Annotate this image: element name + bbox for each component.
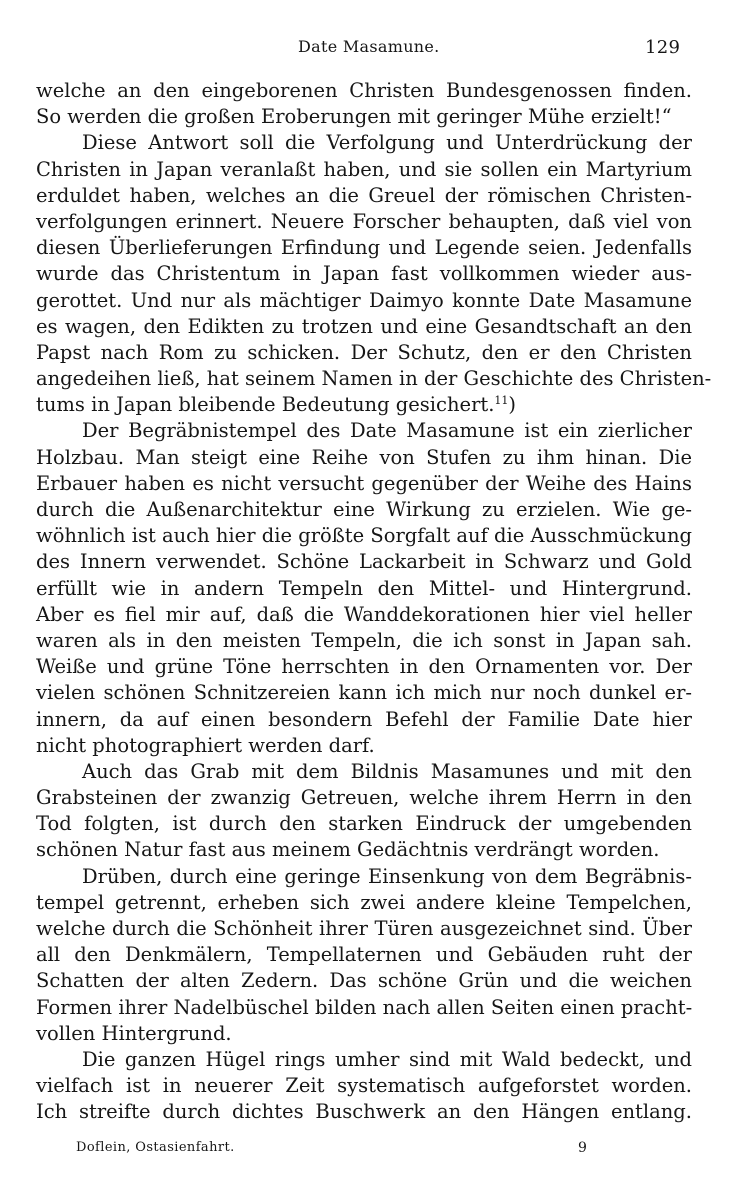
text-line-content: diesen Überlieferungen Erfindung und Legende seien. Jedenfalls — [36, 236, 692, 260]
text-line-content: erduldet haben, welches an die Greuel der römischen Christen- — [36, 183, 692, 207]
body-text — [36, 78, 712, 1126]
text-line-content: innern, da auf einen besondern Befehl der Familie Date hier — [36, 707, 692, 731]
text-line — [36, 1021, 692, 1047]
text-line — [36, 576, 692, 602]
text-line-content: verfolgungen erinnert. Neuere Forscher behaupten, daß viel von — [36, 209, 692, 233]
text-line — [36, 471, 692, 497]
sheet-number: 9 — [578, 1140, 587, 1156]
text-line-content: durch die Außenarchitektur eine Wirkung zu erzielen. Wie ge- — [36, 498, 692, 521]
text-line — [36, 1073, 692, 1099]
text-line — [36, 864, 692, 890]
footnote-paren: ) — [508, 393, 517, 417]
text-line — [36, 209, 692, 235]
text-line — [36, 78, 692, 104]
page-number: 129 — [645, 37, 681, 58]
text-line — [36, 837, 692, 863]
text-line — [36, 916, 692, 942]
text-line-content: Formen ihrer Nadelbüschel bilden nach allen Seiten einen pracht- — [36, 995, 693, 1019]
text-line — [36, 1047, 692, 1073]
text-line-content: Diese Antwort soll die Verfolgung und Unterdrückung der — [82, 131, 692, 155]
text-line — [36, 418, 692, 444]
text-line — [36, 811, 692, 837]
text-line — [36, 314, 692, 340]
page-footer — [0, 1140, 729, 1160]
text-line-content: vollen Hintergrund. — [36, 1021, 232, 1045]
text-line-content: Ich streifte durch dichtes Buschwerk an den Hängen entlang. — [36, 1100, 692, 1124]
text-line — [36, 707, 692, 733]
text-line-content: welche durch die Schönheit ihrer Türen ausgezeichnet sind. Über — [36, 917, 692, 940]
text-line — [36, 392, 692, 418]
text-line-content: Christen in Japan veranlaßt haben, und sie sollen ein Martyrium — [36, 157, 692, 181]
footnote-ref: 11 — [494, 394, 509, 408]
text-line-content: tums in Japan bleibende Bedeutung gesichert. — [36, 393, 495, 417]
text-line — [36, 288, 692, 314]
text-line-content: Tod folgten, ist durch den starken Eindruck der umgebenden — [36, 812, 692, 836]
text-line-content: wöhnlich ist auch hier die größte Sorgfalt auf die Ausschmückung — [36, 524, 692, 548]
text-line — [36, 366, 712, 392]
running-head — [0, 37, 729, 61]
text-line-content: welche an den eingeborenen Christen Bundesgenossen finden. — [36, 79, 692, 102]
text-line — [36, 654, 692, 680]
text-line — [36, 130, 692, 156]
text-line-content: des Innern verwendet. Schöne Lackarbeit in Schwarz und Gold — [36, 550, 692, 574]
text-line-content: tempel getrennt, erheben sich zwei andere kleine Tempelchen, — [36, 890, 692, 914]
text-line-content: angedeihen ließ, hat seinem Namen in der Geschichte des Christen- — [36, 367, 712, 391]
signature-line: Doflein, Ostasienfahrt. — [76, 1140, 235, 1155]
text-line-content: Schatten der alten Zedern. Das schöne Grün und die weichen — [36, 969, 692, 993]
text-line-content: schönen Natur fast aus meinem Gedächtnis verdrängt worden. — [36, 838, 660, 862]
text-line — [36, 785, 692, 811]
text-line — [36, 183, 692, 209]
text-line-content: Aber es fiel mir auf, daß die Wanddekorationen hier viel heller — [36, 602, 692, 626]
text-line — [36, 261, 692, 287]
text-line-content: nicht photographiert werden darf. — [36, 733, 375, 757]
text-line-content: Die ganzen Hügel rings umher sind mit Wald bedeckt, und — [82, 1047, 692, 1071]
text-line-content: es wagen, den Edikten zu trotzen und eine Gesandtschaft an den — [36, 314, 692, 338]
text-line-content: Grabsteinen der zwanzig Getreuen, welche ihrem Herrn in den — [36, 786, 692, 810]
text-line-content: Auch das Grab mit dem Bildnis Masamunes und mit den — [82, 759, 692, 783]
text-line-content: Der Begräbnistempel des Date Masamune ist ein zierlicher — [82, 419, 692, 443]
text-line-content: vielen schönen Schnitzereien kann ich mich nur noch dunkel er- — [36, 681, 692, 705]
text-line — [36, 602, 692, 628]
text-line — [36, 680, 692, 706]
text-line-content: Erbauer haben es nicht versucht gegenüber der Weihe des Hains — [36, 471, 692, 495]
text-line-content: vielfach ist in neuerer Zeit systematisch aufgeforstet worden. — [36, 1074, 692, 1098]
text-line — [36, 628, 692, 654]
text-line-content: Papst nach Rom zu schicken. Der Schutz, den er den Christen — [36, 340, 692, 364]
text-line — [36, 340, 692, 366]
text-line-content: wurde das Christentum in Japan fast vollkommen wieder aus- — [36, 262, 692, 286]
text-line — [36, 523, 692, 549]
text-line-content: gerottet. Und nur als mächtiger Daimyo konnte Date Masamune — [36, 288, 692, 312]
text-line-content: So werden die großen Eroberungen mit geringer Mühe erzielt!“ — [36, 105, 672, 129]
text-line — [36, 733, 692, 759]
running-title: Date Masamune. — [298, 37, 440, 56]
text-line-content: Weiße und grüne Töne herrschten in den Ornamenten vor. Der — [36, 655, 692, 679]
text-line — [36, 445, 692, 471]
text-line-content: Drüben, durch eine geringe Einsenkung von dem Begräbnis- — [82, 864, 692, 888]
text-line — [36, 497, 692, 523]
text-line — [36, 235, 692, 261]
text-line-content: Holzbau. Man steigt eine Reihe von Stufen zu ihm hinan. Die — [36, 445, 692, 469]
text-line — [36, 549, 692, 575]
text-line-content: waren als in den meisten Tempeln, die ich sonst in Japan sah. — [36, 628, 692, 652]
text-line — [36, 157, 692, 183]
text-line — [36, 942, 692, 968]
text-line — [36, 890, 692, 916]
text-line-content: erfüllt wie in andern Tempeln den Mittel- und Hintergrund. — [36, 576, 692, 600]
text-line-content: all den Denkmälern, Tempellaternen und Gebäuden ruht der — [36, 943, 692, 967]
text-line — [36, 759, 692, 785]
text-line — [36, 104, 692, 130]
text-line — [36, 1099, 692, 1125]
text-line — [36, 995, 692, 1021]
text-line — [36, 968, 692, 994]
